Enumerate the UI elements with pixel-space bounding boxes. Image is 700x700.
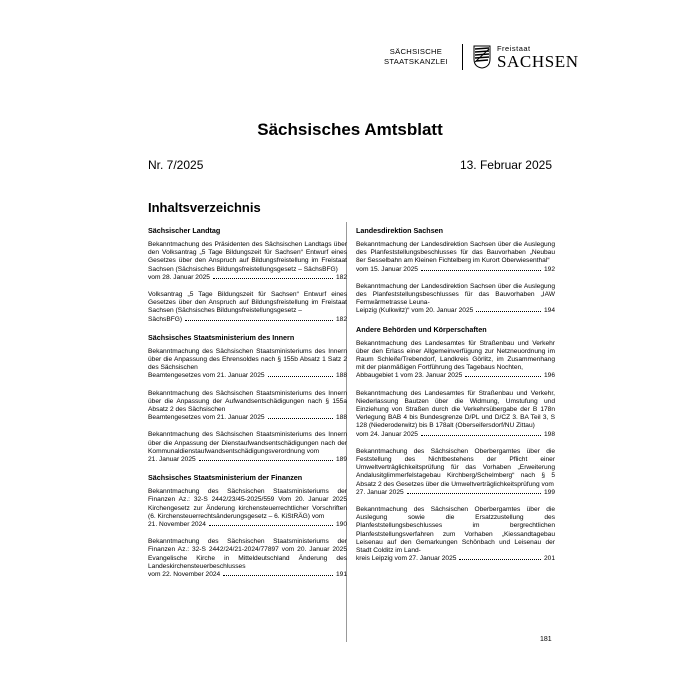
toc-entry[interactable] [356, 448, 555, 497]
toc-section-title: Sächsisches Staatsministerium des Innern [148, 332, 295, 342]
toc-entry-last-text: kreis Leipzig vom 27. Januar 2025 [356, 555, 457, 563]
toc-entry-last-text: Beamtengesetzes vom 21. Januar 2025 [148, 414, 265, 422]
toc-entry[interactable] [356, 390, 555, 439]
toc-page-ref: 190 [335, 521, 347, 529]
toc-entry-last-line [148, 274, 347, 282]
dot-leader [185, 320, 333, 321]
toc-entry-text: Bekanntmachung des Sächsischen Staatsministeriums des Innern über die Anpassung der Dienstaufwandsentschädigungen nach der Kommunaldienstaufwandsentschädigungsverordnung vom [148, 431, 347, 455]
toc-heading: Inhaltsverzeichnis [148, 200, 261, 215]
toc-entry-last-line [148, 316, 347, 324]
toc-entry[interactable] [356, 241, 555, 274]
toc-entry[interactable] [148, 241, 347, 282]
toc-entry[interactable] [148, 348, 347, 381]
issue-number: Nr. 7/2025 [148, 158, 204, 172]
toc-entry-text: Bekanntmachung des Sächsischen Oberbergamtes über die Feststellung des Nichtbestehens der Pflicht einer Umweltverträglichkeitsprüfung für das Vorhaben „Erweiterung Andalusitglimmerfelstagebau Kirchberg/Schelmberg“ nach § 5 Absatz 2 des Gesetzes über die Umweltverträglichkeitsprüfung vom [356, 447, 555, 488]
dot-leader [407, 493, 541, 494]
toc-page-ref: 189 [335, 456, 347, 464]
sachsen-label: SACHSEN [496, 51, 579, 71]
toc-page-ref: 182 [335, 273, 347, 281]
toc-entry[interactable] [148, 390, 347, 423]
toc-entry-text: Bekanntmachung des Präsidenten des Sächsischen Landtags über den Volksantrag „5 Tage Bildungszeit für Sachsen“ Entwurf eines Gesetzes über den Anspruch auf Bildungsfreistellung im Freistaat Sachsen (Sächsisches Bildungsfreistellungsgesetz – SächsBFG) [148, 241, 347, 273]
toc-entry-last-line [148, 521, 347, 529]
dot-leader [421, 435, 541, 436]
dot-leader [268, 418, 333, 419]
toc-entry-last-text: SächsBFG) [148, 315, 183, 323]
toc-entry-text: Bekanntmachung des Sächsischen Staatsministeriums der Finanzen Az.: 32-S 2442/24/21-2024/77897 vom 20. Januar 2025 Evangelische Kirche in Mitteldeutschland Änderung des Landeskirchensteuerbeschlusses [148, 538, 347, 570]
issue-date: 13. Februar 2025 [459, 158, 552, 172]
dot-leader [476, 311, 541, 312]
page-title: Sächsisches Amtsblatt [257, 120, 443, 139]
dot-leader [459, 559, 541, 560]
dot-leader [223, 575, 333, 576]
freistaat-label: Freistaat [496, 43, 531, 53]
staatskanzlei-line1: SÄCHSISCHE [389, 47, 443, 56]
toc-entry-last-line [148, 414, 347, 422]
toc-entry-last-text: vom 22. November 2024 [148, 571, 221, 579]
toc-page-ref: 196 [543, 372, 555, 380]
toc-entry-last-text: 27. Januar 2025 [356, 488, 404, 496]
toc-page-ref: 198 [543, 430, 555, 438]
toc-page-ref: 201 [543, 555, 555, 563]
saxony-crest-icon [473, 45, 491, 69]
toc-entry[interactable] [356, 340, 555, 381]
toc-entry-last-line [148, 571, 347, 579]
toc-entry[interactable] [148, 431, 347, 464]
toc-page-ref: 188 [335, 414, 347, 422]
staatskanzlei-logo [384, 47, 448, 67]
sachsen-logo [497, 45, 579, 70]
toc-page-ref: 188 [335, 372, 347, 380]
toc-entry-text: Bekanntmachung des Sächsischen Staatsministeriums des Innern über die Anpassung der Aufwandsentschädigungen nach § 155a Absatz 2 des Sächsischen [148, 389, 347, 414]
toc-entry-last-line [356, 307, 555, 315]
toc-page-ref: 192 [543, 265, 555, 273]
toc-entry[interactable] [148, 488, 347, 529]
staatskanzlei-line2: STAATSKANZLEI [384, 57, 448, 66]
toc-section-title: Sächsischer Landtag [148, 226, 221, 235]
toc-entry-last-text: vom 15. Januar 2025 [356, 265, 418, 273]
toc-entry-last-line [356, 555, 555, 563]
toc-entry-last-text: vom 24. Januar 2025 [356, 430, 418, 438]
toc-entry-last-text: Beamtengesetzes vom 21. Januar 2025 [148, 372, 265, 380]
masthead [384, 44, 579, 70]
dot-leader [213, 278, 333, 279]
dot-leader [209, 525, 333, 526]
toc-entry-last-line [356, 372, 555, 380]
toc-entry[interactable] [148, 291, 347, 324]
toc-entry[interactable] [148, 538, 347, 579]
toc-entry-text: Bekanntmachung des Landesamtes für Straßenbau und Verkehr, Niederlassung Bautzen über die Widmung, Umstufung und Einziehung von Straßen durch die Verkehrsübergabe der B 178n Verlegung BAB 4 bis Bundesgrenze D/PL und D/CZ 3. BA Teil 3, S 128 (Niederoderwitz) bis B 178alt (Oberseifersdorf/NU Zittau) [356, 389, 555, 430]
toc-section-title: Landesdirektion Sachsen [356, 226, 444, 235]
dot-leader [465, 376, 541, 377]
toc-entry-text: Bekanntmachung der Landesdirektion Sachsen über die Auslegung des Planfeststellungsbeschlusses für das Bauvorhaben „Neubau 8er Sesselbahn am Kleinen Fichtelberg im Kurort Oberwiesenthal“ [356, 241, 555, 265]
toc-entry[interactable] [356, 506, 555, 563]
toc-page-ref: 191 [335, 571, 347, 579]
toc-entry-text: Volksantrag „5 Tage Bildungszeit für Sachsen“ Entwurf eines Gesetzes über den Anspruch auf Bildungsfreistellung im Freistaat Sachsen (Sächsisches Bildungsfreistellungsgesetz – [148, 291, 347, 315]
toc-entry-text: Bekanntmachung des Sächsischen Staatsministeriums der Finanzen Az.: 32-S 2442/23/45-2025/559 Vom 20. Januar 2025 Kirchengesetz zur Änderung kirchensteuerrechtlicher Vorschriften (6. Kirchensteuerrechtsänderungsgesetz – 6. KiStRÄG) vom [148, 488, 347, 520]
toc-entry[interactable] [356, 283, 555, 316]
dot-leader [199, 460, 333, 461]
toc-entry-last-text: 21. Januar 2025 [148, 456, 196, 464]
toc-section-title: Sächsisches Staatsministerium der Finanzen [148, 473, 303, 483]
toc-entry-last-line [356, 489, 555, 497]
toc-entry-last-line [356, 431, 555, 439]
page-number: 181 [540, 636, 552, 643]
toc-entry-text: Bekanntmachung der Landesdirektion Sachsen über die Auslegung des Planfeststellungsbeschlusses für das Bauvorhaben „IAW Fernwärmetrasse Leuna- [356, 282, 555, 307]
toc-entry-text: Bekanntmachung des Landesamtes für Straßenbau und Verkehr über den Erlass einer Allgemeinverfügung zur Netzneuordnung im Raum Schleife/Trebendorf, Landkreis Görlitz, im Zusammenhang mit der planmäßigen Fortführung des Tagebaus Nochten, [356, 339, 555, 372]
toc-page-ref: 199 [543, 488, 555, 496]
toc-entry-last-text: 21. November 2024 [148, 521, 206, 529]
toc-entry-last-line [148, 372, 347, 380]
toc-page-ref: 194 [543, 307, 555, 315]
toc-entry-last-text: vom 28. Januar 2025 [148, 273, 210, 281]
dot-leader [421, 270, 541, 271]
toc-page-ref: 182 [335, 315, 347, 323]
toc-entry-text: Bekanntmachung des Sächsischen Oberbergamtes über die Auslegung sowie die Ersatzzustellung des Planfeststellungsbeschlusses im bergrechtlichen Planfeststellungsverfahren zum Vorhaben „Kiessandtagebau Leisenau auf den Gemarkungen Schönbach und Leisenau der Stadt Colditz im Land- [356, 506, 555, 555]
toc-entry-last-text: Leipzig (Kulkwitz)“ vom 20. Januar 2025 [356, 307, 474, 315]
toc-entry-last-text: Abbaugebiet 1 vom 23. Januar 2025 [356, 372, 463, 380]
toc-entry-last-line [356, 266, 555, 274]
toc-entry-last-line [148, 456, 347, 464]
dot-leader [268, 376, 333, 377]
toc-right-column [356, 226, 555, 573]
toc-section-title: Andere Behörden und Körperschaften [356, 324, 487, 334]
toc-left-column [148, 226, 347, 588]
logo-divider [462, 44, 463, 70]
toc-entry-text: Bekanntmachung des Sächsischen Staatsministeriums des Innern über die Anpassung des Ehrensoldes nach § 155b Absatz 1 Satz 2 des Sächsischen [148, 347, 347, 372]
